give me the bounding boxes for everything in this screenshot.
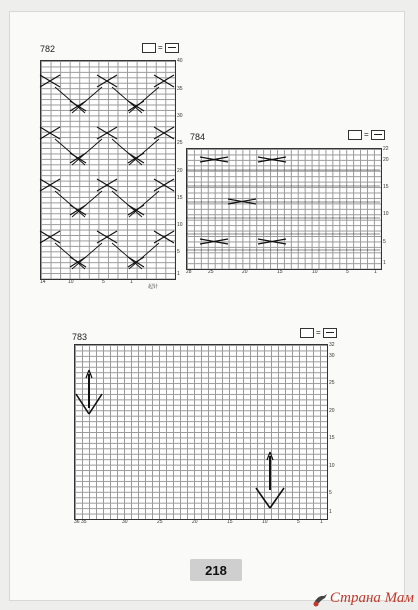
column-number-5: 5	[346, 269, 349, 275]
row-number-5: 1	[383, 260, 386, 266]
column-number-4: 15	[227, 519, 233, 525]
column-number-3: 1	[130, 279, 133, 285]
column-number-1: 10	[68, 279, 74, 285]
row-number-7: 5	[177, 249, 180, 255]
row-number-0: 22	[383, 146, 389, 152]
row-number-6: 10	[177, 222, 183, 228]
row-number-0: 40	[177, 58, 183, 64]
legend-equals: =	[316, 328, 321, 337]
column-number-2: 25	[157, 519, 163, 525]
column-number-3: 15	[277, 269, 283, 275]
column-number-0: 36 35	[74, 519, 87, 525]
row-number-4: 15	[329, 435, 335, 441]
row-number-5: 10	[329, 463, 335, 469]
book-page	[10, 12, 404, 600]
site-watermark	[312, 590, 414, 607]
row-number-7: 1	[329, 509, 332, 515]
column-number-1: 30	[122, 519, 128, 525]
column-number-0: 14	[40, 279, 46, 285]
column-number-7: 1	[320, 519, 323, 525]
legend-equals: =	[158, 43, 163, 52]
row-number-2: 25	[329, 380, 335, 386]
column-number-1: 25	[208, 269, 214, 275]
row-number-1: 35	[177, 86, 183, 92]
row-number-0: 32	[329, 342, 335, 348]
column-number-4: 10	[312, 269, 318, 275]
cable-stroke	[256, 488, 270, 508]
column-number-3: 20	[192, 519, 198, 525]
column-number-2: 20	[242, 269, 248, 275]
row-number-6: 5	[329, 490, 332, 496]
row-number-5: 15	[177, 195, 183, 201]
cable-stroke	[76, 394, 89, 414]
column-number-0: 28	[186, 269, 192, 275]
page-number: 218	[190, 559, 242, 581]
column-number-6: 5	[297, 519, 300, 525]
chart-784-number: 784	[190, 132, 206, 142]
chart-783-number: 783	[72, 332, 88, 342]
chart-782-cast-on-label: 起针	[148, 284, 159, 290]
watermark-text: Страна Мам	[329, 590, 414, 606]
column-number-6: 1	[374, 269, 377, 275]
cable-stroke	[89, 394, 102, 414]
row-number-8: 1	[177, 271, 180, 277]
row-number-3: 20	[329, 408, 335, 414]
column-number-2: 5	[102, 279, 105, 285]
legend-equals: =	[364, 130, 369, 139]
column-number-5: 10	[262, 519, 268, 525]
row-number-1: 20	[383, 157, 389, 163]
row-number-2: 15	[383, 184, 389, 190]
row-number-3: 10	[383, 211, 389, 217]
stork-icon	[312, 591, 328, 607]
cable-stroke	[270, 488, 284, 508]
chart-782-number: 782	[40, 44, 56, 54]
row-number-2: 30	[177, 113, 183, 119]
row-number-4: 20	[177, 168, 183, 174]
row-number-1: 30	[329, 353, 335, 359]
row-number-3: 25	[177, 140, 183, 146]
chart-783-motif-overlay	[10, 12, 404, 600]
row-number-4: 5	[383, 239, 386, 245]
